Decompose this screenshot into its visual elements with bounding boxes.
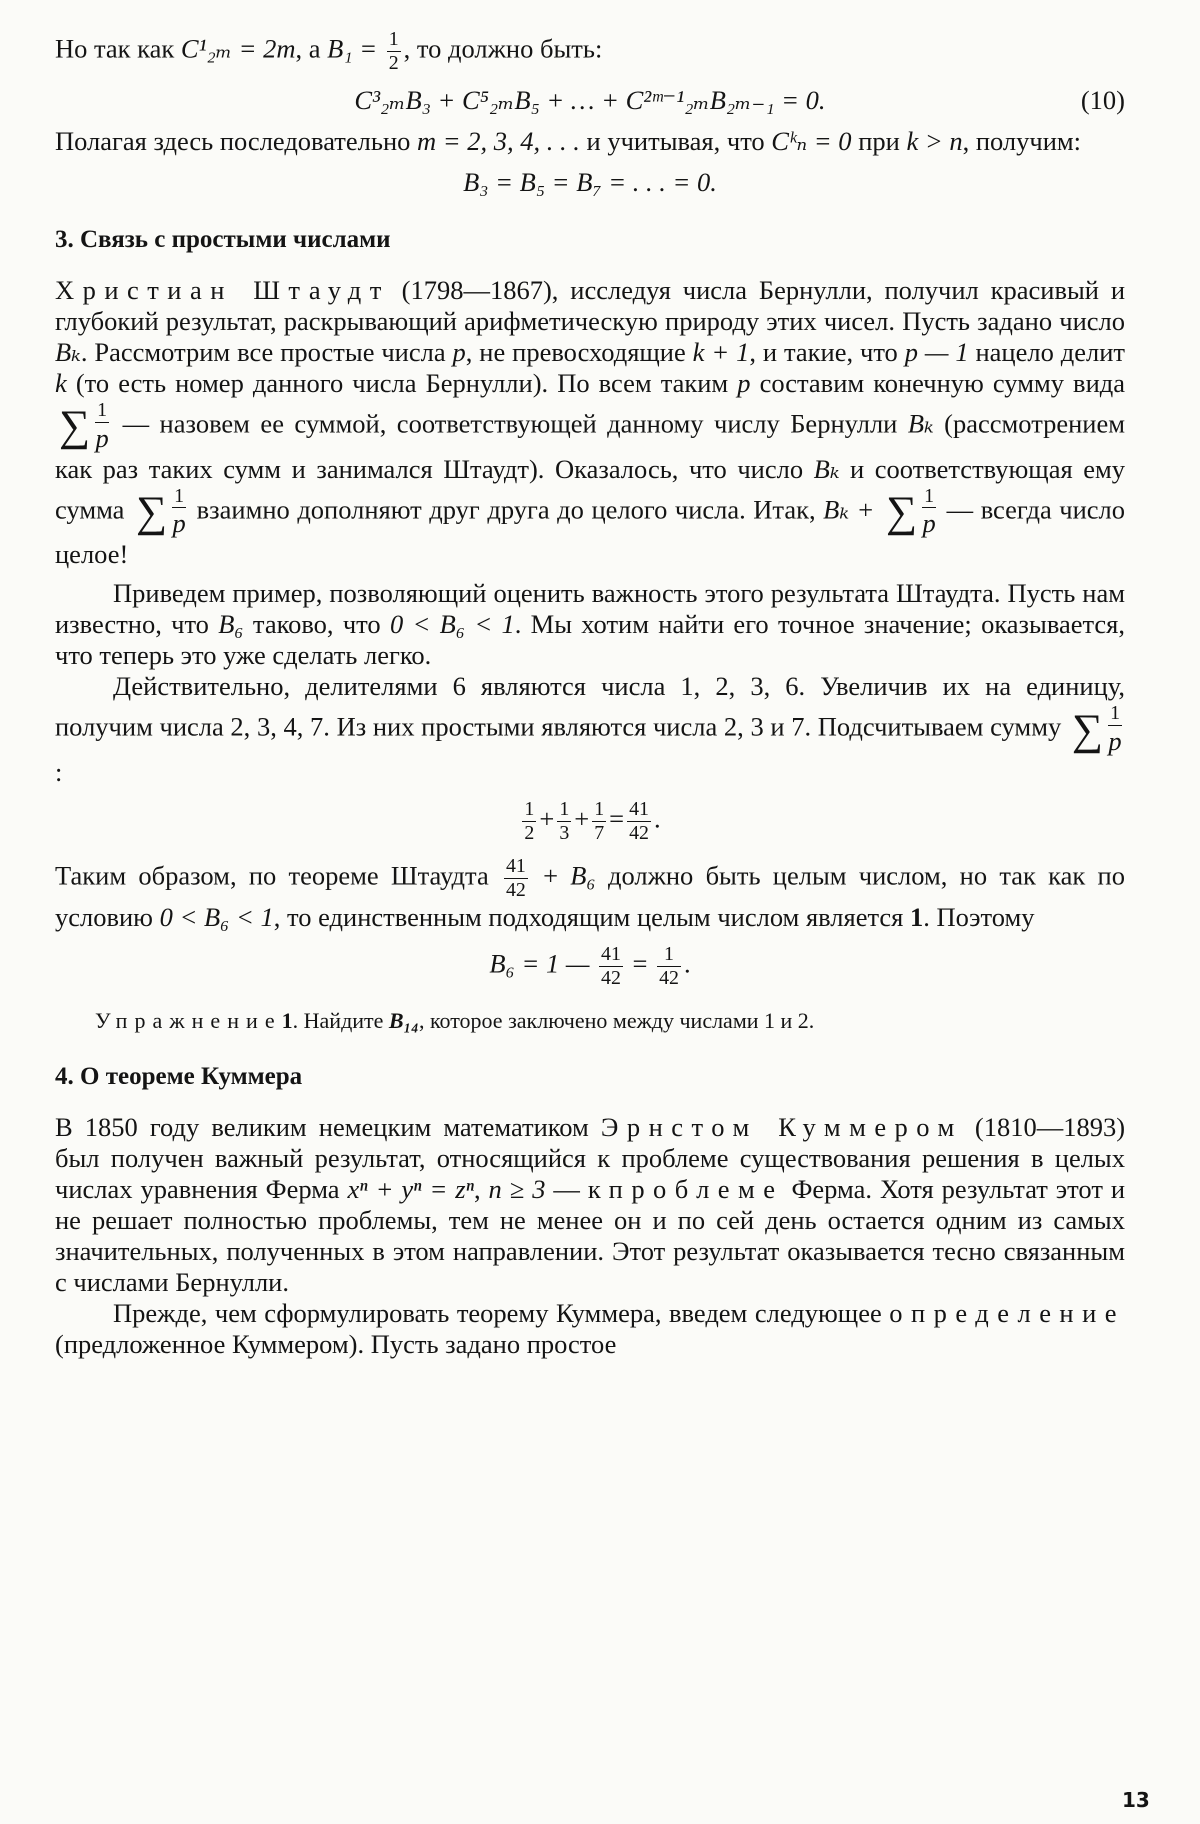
equation-10 (55, 85, 1125, 116)
sum-symbol: ∑ (59, 402, 91, 451)
page-content (55, 28, 1125, 1360)
paragraph-staudt: Христиан Штаудт (1798—1867), исследуя числа Бернулли, получил красивый и глубокий результат, раскрывающий арифметическую природу этих чисел. Пусть задано число Bₖ. Рассмотрим все простые числа p, не превосходящие k + 1, и такие, что p — 1 нацело делит k (то есть номер данного числа Бернулли). По всем таким p составим конечную сумму вида ∑ $\frac{1}{p}$ — назовем ее суммой, соответствующей данному числу Бернулли Bₖ (рассмотрением как раз таких сумм и занимался Штаудт). Оказалось, что число Bₖ и соответствующая ему сумма ∑ $\frac{1}{p}$ взаимно дополняют друг друга до целого числа. Итак, Bₖ + ∑ $\frac{1}{p}$ — всегда число целое! (55, 274, 1126, 570)
staudt-name: Христиан Штаудт (55, 274, 390, 305)
paragraph-substitution: Полагая здесь последовательно m = 2, 3, 4, . . . и учитывая, что Cᵏₙ = 0 при k > n, получим: (55, 125, 1082, 156)
paragraph-intro: Но так как C¹₂ₘ = 2m, а B₁ = $\frac{1}{2}$ , то должно быть: (55, 28, 603, 74)
binomial-c1-formula: C¹₂ₘ = 2m (180, 33, 296, 64)
paragraph-divisors: Действительно, делителями 6 являются числа 1, 2, 3, 6. Увеличив их на единицу, получим числа 2, 3, 4, 7. Из них простыми являются числа 2, 3 и 7. Подсчитываем сумму ∑ $\frac{1}{p}$ : (55, 671, 1125, 788)
equation-number: (10) (1080, 84, 1125, 115)
paragraph-definition: Прежде, чем сформулировать теорему Куммера, введем следующее определение (предложенное Куммером). Пусть задано простое (55, 1298, 1125, 1360)
equation-sum-fractions: $\frac{1}{2}$ + $\frac{1}{3}$ + $\frac{1}{7}$ = $\frac{41}{42}$ . (524, 798, 661, 845)
paragraph-conclusion: Таким образом, по теореме Штаудта $\frac{41}{42}$ + B₆ должно быть целым числом, но так как по условию 0 < B₆ < 1, то единственным подходящим целым числом является 1. Поэтому (55, 855, 1125, 932)
sum-symbol: ∑ (1071, 705, 1104, 754)
page-number: 13 (1122, 1788, 1150, 1812)
paragraph-example: Приведем пример, позволяющий оценить важность этого результата Штаудта. Пусть нам известно, что B₆ таково, что 0 < B₆ < 1. Мы хотим найти его точное значение; оказывается, что теперь это уже сделать легко. (55, 578, 1126, 671)
kummer-name: Эрнстом Куммером (600, 1112, 963, 1143)
paragraph-kummer: В 1850 году великим немецким математиком Эрнстом Куммером (1810—1893) был получен важный результат, относящийся к проблеме существования решения в целых числах уравнения Ферма xⁿ + yⁿ = zⁿ, n ≥ 3 — к проблеме Ферма. Хотя результат этот и не решает полностью проблемы, тем не менее он и по сей день остается одним из самых значительных, полученных в этом направлении. Этот результат оказывается тесно связанным с числами Бернулли. (55, 1112, 1126, 1298)
sum-symbol: ∑ (135, 488, 168, 537)
fraction-one-over-p: $\frac{1}{p}$ (1108, 702, 1122, 757)
fraction-41-42: $\frac{41}{42}$ (505, 855, 526, 901)
equation-odd-bernoulli-zero: B₃ = B₅ = B₇ = . . . = 0. (463, 166, 717, 197)
fraction-one-over-p: $\frac{1}{p}$ (922, 484, 936, 539)
fraction-one-over-p: $\frac{1}{p}$ (95, 398, 109, 453)
sum-symbol: ∑ (886, 488, 918, 537)
section-heading-3: 3. Связь с простыми числами (55, 225, 391, 253)
fraction-one-half: $\frac{1}{2}$ (388, 28, 399, 74)
b1-label: B₁ = (327, 33, 384, 64)
exercise-1: Упражнение1. Найдите B₁₄, которое заключено между числами 1 и 2. (95, 1008, 815, 1034)
equation-b6-value: B₆ = 1 — $\frac{41}{42}$ = $\frac{1}{42}$ . (489, 942, 691, 989)
equation-10-body: C³₂ₘB₃ + C⁵₂ₘB₅ + … + C²ᵐ⁻¹₂ₘB₂ₘ₋₁ = 0. (354, 84, 826, 115)
fraction-one-over-p: $\frac{1}{p}$ (172, 484, 186, 539)
section-heading-4: 4. О теореме Куммера (55, 1063, 303, 1091)
